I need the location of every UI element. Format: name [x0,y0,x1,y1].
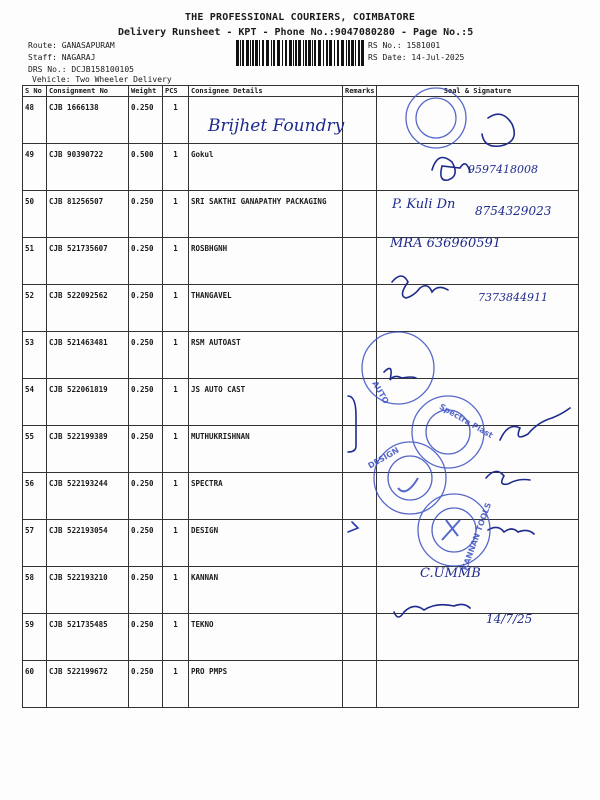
handwritten-phone-row52: 7373844911 [478,291,548,304]
cell-sno: 57 [23,520,47,567]
barcode-bar [240,40,241,66]
cell-seal-signature [377,520,579,567]
cell-seal-signature [377,426,579,473]
barcode-bar [348,40,350,66]
cell-consignee: RSM AUTOAST [189,332,343,379]
cell-weight: 0.250 [129,426,163,473]
table-row [23,332,579,379]
barcode-bar [351,40,354,66]
cell-consignee: ROSBHGNH [189,238,343,285]
cell-seal-signature [377,614,579,661]
cell-consignee: THANGAVEL [189,285,343,332]
barcode-bar [312,40,313,66]
cell-consignment: CJB 522193244 [47,473,129,520]
cell-consignment: CJB 81256507 [47,191,129,238]
cell-sno: 53 [23,332,47,379]
cell-sno: 60 [23,661,47,708]
cell-remarks [343,144,377,191]
barcode-bar [305,40,307,66]
table-row [23,567,579,614]
cell-consignment: CJB 521735485 [47,614,129,661]
cell-weight: 0.500 [129,144,163,191]
table-row [23,426,579,473]
cell-weight: 0.250 [129,332,163,379]
cell-pcs: 1 [163,285,189,332]
barcode-bar [293,40,294,66]
header-remarks: Remarks [343,86,377,97]
barcode-bar [326,40,328,66]
route-label: Route: GANASAPURAM [28,41,115,50]
cell-consignment: CJB 1666138 [47,97,129,144]
handwritten-sign-row50: P. Kuli Dn [392,197,456,212]
header-weight: Weight [129,86,163,97]
header-seal-signature: Seal & Signature [377,86,579,97]
cell-pcs: 1 [163,238,189,285]
cell-seal-signature [377,97,579,144]
cell-weight: 0.250 [129,661,163,708]
cell-seal-signature [377,379,579,426]
vehicle-label: Vehicle: Two Wheeler Delivery [32,75,172,84]
barcode-bar [295,40,297,66]
barcode-bar [273,40,275,66]
cell-seal-signature [377,661,579,708]
table-row [23,379,579,426]
barcode-bar [341,40,344,66]
cell-consignment: CJB 522061819 [47,379,129,426]
cell-remarks [343,285,377,332]
cell-weight: 0.250 [129,285,163,332]
header-consignee: Consignee Details [189,86,343,97]
stamp-text-auto: AUTO [370,379,391,406]
barcode-bar [259,40,260,66]
cell-consignment: CJB 522199389 [47,426,129,473]
cell-remarks [343,426,377,473]
cell-weight: 0.250 [129,520,163,567]
handwritten-phone-row50: 8754329023 [475,204,552,218]
cell-consignee: KANNAN [189,567,343,614]
barcode-bar [323,40,324,66]
cell-sno: 58 [23,567,47,614]
header-consignment: Consignment No [47,86,129,97]
stamp-text-design: DESIGN [366,445,401,471]
table-header-row [23,86,579,97]
cell-remarks [343,191,377,238]
cell-remarks [343,661,377,708]
cell-consignment: CJB 522092562 [47,285,129,332]
cell-sno: 48 [23,97,47,144]
cell-pcs: 1 [163,567,189,614]
barcode-bar [329,40,332,66]
rs-date: RS Date: 14-Jul-2025 [368,53,465,62]
handwritten-name-row48: Brijhet Foundry [208,116,345,136]
barcode-bar [303,40,304,66]
barcode-bar [318,40,321,66]
cell-weight: 0.250 [129,97,163,144]
cell-remarks [343,379,377,426]
cell-pcs: 1 [163,97,189,144]
barcode-bar [262,40,264,66]
cell-remarks [343,520,377,567]
barcode-bar [277,40,280,66]
cell-remarks [343,97,377,144]
cell-consignee: SPECTRA [189,473,343,520]
cell-remarks [343,332,377,379]
cell-sno: 55 [23,426,47,473]
staff-label: Staff: NAGARAJ [28,53,96,62]
cell-sno: 50 [23,191,47,238]
handwritten-sign-row59: C.UMMB [420,566,481,581]
barcode-bar [355,40,356,66]
cell-sno: 51 [23,238,47,285]
cell-weight: 0.250 [129,238,163,285]
barcode-bar [358,40,360,66]
company-title: THE PROFESSIONAL COURIERS, COIMBATORE [184,12,416,23]
barcode-bar [289,40,292,66]
cell-consignment: CJB 522193210 [47,567,129,614]
barcode-bar [282,40,283,66]
table-row [23,473,579,520]
cell-consignee: TEKNO [189,614,343,661]
cell-pcs: 1 [163,473,189,520]
cell-consignee: DESIGN [189,520,343,567]
cell-weight: 0.250 [129,567,163,614]
barcode-bar [250,40,251,66]
cell-consignment: CJB 90390722 [47,144,129,191]
cell-consignee: Gokul [189,144,343,191]
barcode-bar [361,40,364,66]
barcode-bar [298,40,301,66]
cell-consignment: CJB 521463481 [47,332,129,379]
cell-remarks [343,238,377,285]
cell-remarks [343,473,377,520]
cell-pcs: 1 [163,614,189,661]
cell-consignee: PRO PMPS [189,661,343,708]
barcode-bar [337,40,339,66]
table-row [23,661,579,708]
barcode-bar [252,40,254,66]
cell-consignee: JS AUTO CAST [189,379,343,426]
cell-sno: 49 [23,144,47,191]
barcode-bar [266,40,269,66]
barcode-bar [308,40,311,66]
cell-pcs: 1 [163,520,189,567]
cell-consignment: CJB 522199672 [47,661,129,708]
barcode-bar [255,40,258,66]
cell-sno: 54 [23,379,47,426]
cell-pcs: 1 [163,144,189,191]
cell-consignee: SRI SAKTHI GANAPATHY PACKAGING [189,191,343,238]
cell-weight: 0.250 [129,473,163,520]
cell-remarks [343,567,377,614]
handwritten-date-row60: 14/7/25 [486,612,533,626]
cell-pcs: 1 [163,426,189,473]
barcode-bar [285,40,287,66]
cell-sno: 59 [23,614,47,661]
cell-sno: 56 [23,473,47,520]
barcode-bar [334,40,335,66]
barcode-bar [346,40,347,66]
cell-seal-signature [377,332,579,379]
rs-number: RS No.: 1581001 [368,41,441,50]
barcode-bar [271,40,272,66]
cell-weight: 0.250 [129,191,163,238]
table-row [23,520,579,567]
cell-seal-signature [377,473,579,520]
header-sno: S No [23,86,47,97]
cell-consignee: MUTHUKRISHNAN [189,426,343,473]
header-pcs: PCS [163,86,189,97]
cell-weight: 0.250 [129,614,163,661]
cell-consignment: CJB 522193054 [47,520,129,567]
cell-consignment: CJB 521735607 [47,238,129,285]
runsheet-title: Delivery Runsheet - KPT - Phone No.:9047080280 - Page No.:5 [118,27,474,38]
cell-sno: 52 [23,285,47,332]
cell-pcs: 1 [163,379,189,426]
handwritten-phone-row49: 9597418008 [468,163,538,176]
cell-pcs: 1 [163,332,189,379]
cell-pcs: 1 [163,661,189,708]
cell-pcs: 1 [163,191,189,238]
barcode-bar [246,40,249,66]
cell-remarks [343,614,377,661]
cell-weight: 0.250 [129,379,163,426]
barcode-bar [314,40,316,66]
handwritten-note-row51: MRA 636960591 [390,236,502,251]
stamp-text-spectra: Spectra Plast [437,402,495,440]
barcode-image [236,40,364,66]
drs-number: DRS No.: DCJB158100105 [28,65,134,74]
barcode-bar [236,40,239,66]
barcode-bar [242,40,244,66]
stamp-text-kannan: KANNAN TOOLS [460,501,494,572]
